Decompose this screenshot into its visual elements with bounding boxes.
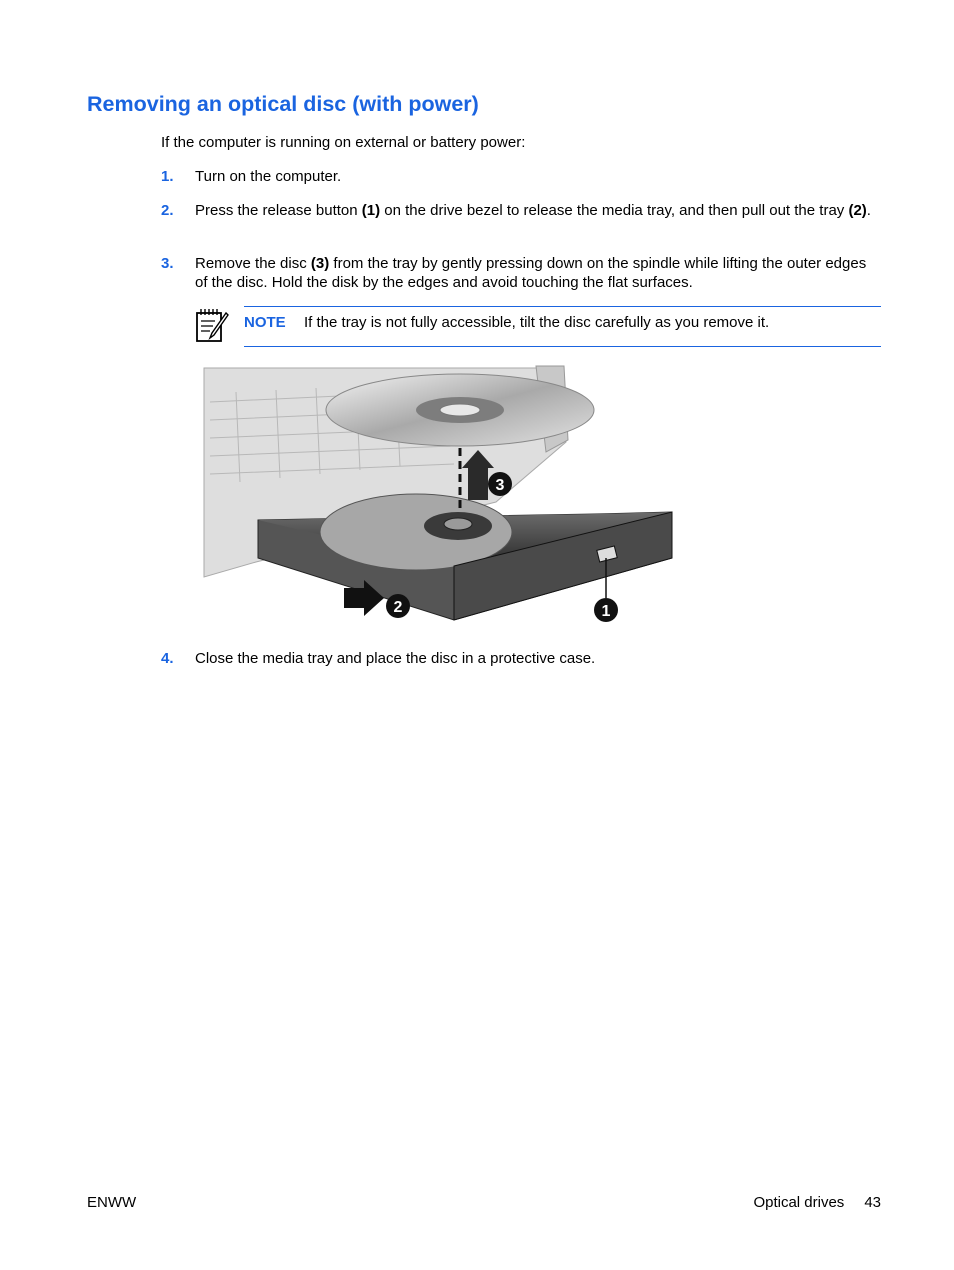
step-number: 1. (161, 168, 174, 185)
footer-page-info (753, 1194, 881, 1211)
note-text: If the tray is not fully accessible, tilt the disc carefully as you remove it. (304, 314, 770, 331)
step-text: Press the release button (1) on the drive bezel to release the media tray, and then pull out the tray (2). (195, 202, 871, 219)
callout-badge-3 (488, 472, 512, 496)
section-heading: Removing an optical disc (with power) (87, 92, 479, 116)
note-pad-icon (195, 307, 229, 343)
step-number: 3. (161, 255, 174, 272)
step-number: 2. (161, 202, 174, 219)
step-text: Turn on the computer. (195, 168, 342, 185)
note-box (244, 306, 881, 347)
svg-text:3: 3 (495, 477, 505, 494)
svg-text:2: 2 (393, 599, 403, 616)
footer-doc-id: ENWW (87, 1194, 137, 1211)
step-text: Remove the disc (3) from the tray by gently pressing down on the spindle while lifting the outer edges of the disc. Hold the disk by the edges and avoid touching the flat surfaces. (195, 255, 867, 291)
step-text: Close the media tray and place the disc in a protective case. (195, 650, 596, 667)
callout-badge-1 (594, 598, 618, 622)
step-number: 4. (161, 650, 174, 667)
optical-drive-illustration (196, 362, 676, 628)
svg-text:1: 1 (601, 603, 611, 620)
page-number: 43 (864, 1194, 881, 1211)
footer-section: Optical drives (753, 1194, 845, 1211)
note-label: NOTE (244, 314, 286, 331)
intro-text: If the computer is running on external or battery power: (161, 134, 526, 151)
callout-badge-2 (386, 594, 410, 618)
